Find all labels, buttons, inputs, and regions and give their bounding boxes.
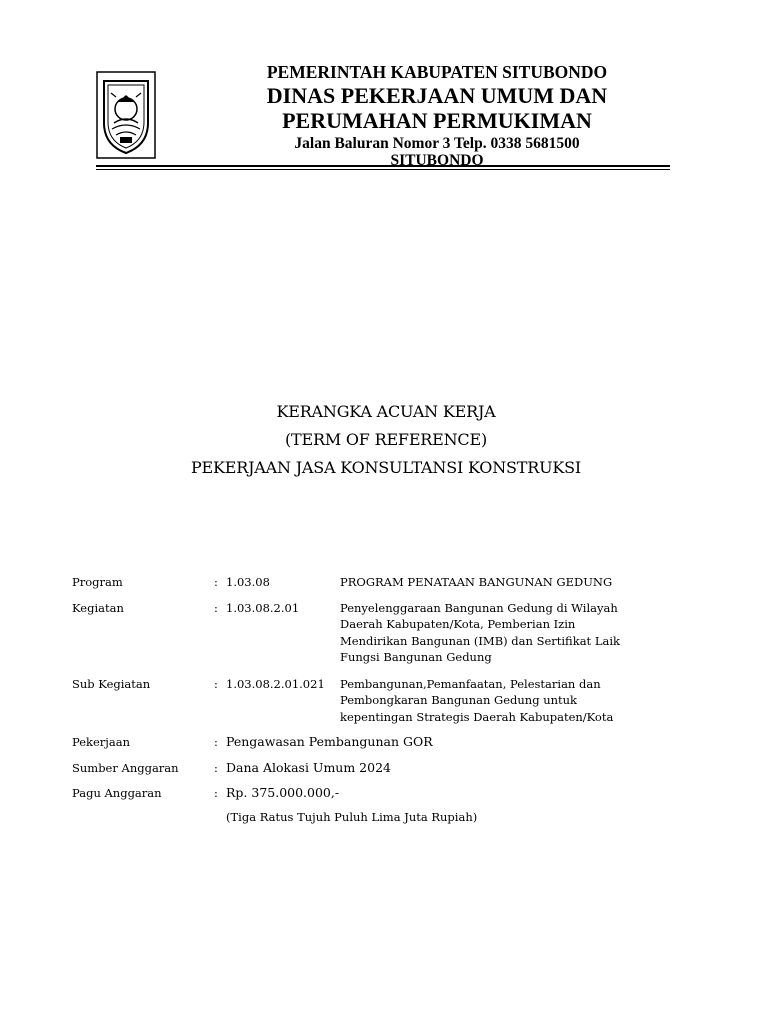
detail-row-program	[72, 574, 672, 591]
detail-row-pagu-anggaran	[72, 785, 672, 802]
project-details	[72, 574, 672, 825]
detail-row-kegiatan	[72, 600, 672, 666]
detail-value: Dana Alokasi Umum 2024	[226, 759, 391, 775]
detail-row-terbilang	[72, 809, 672, 826]
detail-row-sumber-anggaran	[72, 760, 672, 777]
detail-label: Kegiatan	[72, 600, 124, 615]
detail-code: 1.03.08	[226, 575, 270, 589]
detail-code: 1.03.08.2.01	[226, 600, 300, 615]
title-line-2: (TERM OF REFERENCE)	[284, 430, 487, 449]
detail-colon: :	[214, 786, 218, 800]
detail-colon: :	[214, 676, 218, 691]
detail-description: PROGRAM PENATAAN BANGUNAN GEDUNG	[340, 575, 613, 589]
document-title	[120, 398, 652, 482]
detail-colon: :	[214, 600, 218, 615]
detail-value: Pengawasan Pembangunan GOR	[226, 734, 433, 749]
agency-address: Jalan Baluran Nomor 3 Telp. 0338 5681500	[294, 135, 580, 152]
detail-label: Pekerjaan	[72, 735, 130, 749]
budget-in-words: (Tiga Ratus Tujuh Puluh Lima Juta Rupiah)	[226, 809, 478, 824]
detail-value: Rp. 375.000.000,-	[226, 785, 340, 800]
detail-colon: :	[214, 575, 218, 589]
letterhead-divider-thick	[96, 165, 670, 167]
detail-code: 1.03.08.2.01.021	[226, 676, 325, 691]
agency-city: SITUBONDO	[390, 152, 484, 169]
agency-name-line1: DINAS PEKERJAAN UMUM DAN	[266, 83, 608, 108]
detail-label: Sub Kegiatan	[72, 676, 151, 691]
detail-description: Pembangunan,Pemanfaatan, Pelestarian dan Pembongkaran Bangunan Gedung untuk kepentingan Strategis Daerah Kabupaten/Kota	[340, 676, 614, 724]
detail-colon: :	[214, 760, 218, 775]
title-line-3: PEKERJAAN JASA KONSULTANSI KONSTRUKSI	[190, 458, 582, 477]
detail-label: Pagu Anggaran	[72, 786, 162, 800]
detail-colon: :	[214, 735, 218, 749]
letterhead	[170, 62, 704, 169]
detail-row-sub-kegiatan	[72, 676, 672, 726]
regency-emblem-logo	[96, 71, 156, 159]
detail-description: Penyelenggaraan Bangunan Gedung di Wilayah Daerah Kabupaten/Kota, Pemberian Izin Mendirikan Bangunan (IMB) dan Sertifikat Laik Fungsi Bangunan Gedung	[340, 600, 620, 664]
detail-label: Program	[72, 575, 123, 589]
government-name: PEMERINTAH KABUPATEN SITUBONDO	[266, 62, 608, 82]
detail-row-pekerjaan	[72, 734, 672, 751]
title-line-1: KERANGKA ACUAN KERJA	[276, 402, 496, 421]
detail-label: Sumber Anggaran	[72, 760, 179, 775]
agency-name-line2: PERUMAHAN PERMUKIMAN	[282, 108, 592, 133]
letterhead-divider-thin	[96, 169, 670, 170]
